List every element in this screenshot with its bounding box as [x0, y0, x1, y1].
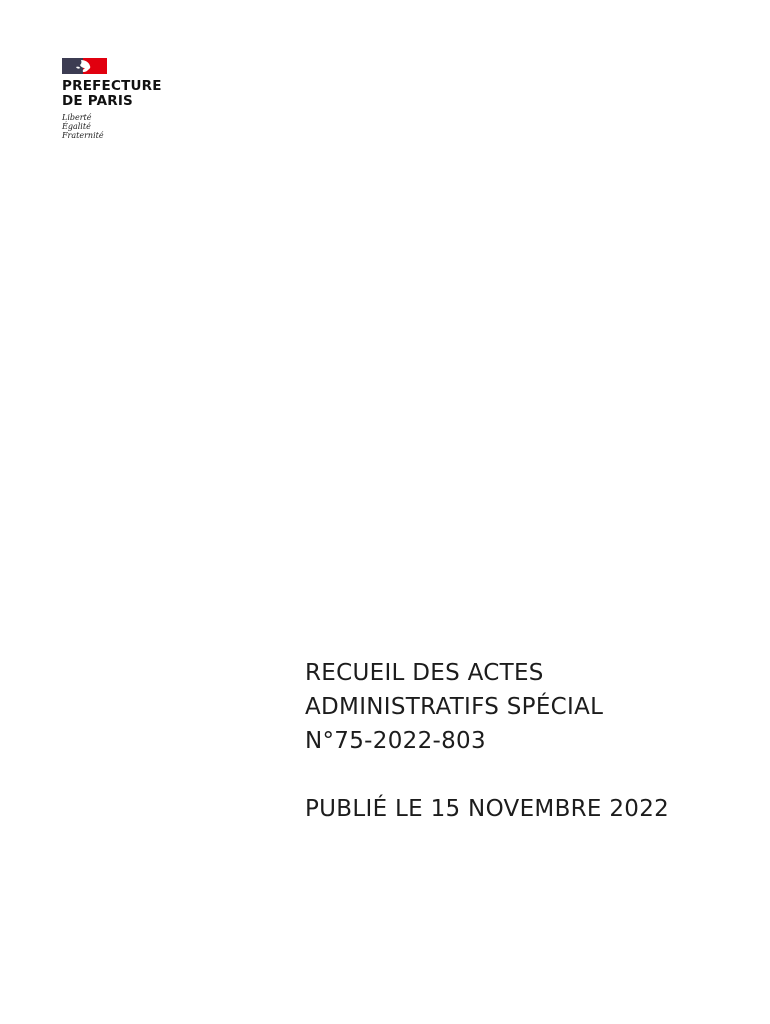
institution-name	[62, 79, 192, 109]
motto-fraternite: Fraternité	[62, 131, 104, 140]
prefecture-logo	[62, 58, 192, 140]
publication-date: PUBLIÉ LE 15 NOVEMBRE 2022	[305, 796, 670, 822]
motto-egalite: Égalité	[62, 122, 91, 131]
marianne-flag-icon	[62, 58, 107, 74]
institution-name-line2: DE PARIS	[62, 93, 133, 109]
title-line-1: RECUEIL DES ACTES	[305, 660, 544, 686]
document-title	[305, 656, 745, 758]
motto-liberte: Liberté	[62, 113, 92, 122]
republic-motto	[62, 113, 192, 140]
title-line-3: N°75-2022-803	[305, 728, 486, 754]
title-line-2: ADMINISTRATIFS SPÉCIAL	[305, 694, 604, 720]
institution-name-line1: PREFECTURE	[62, 78, 162, 94]
